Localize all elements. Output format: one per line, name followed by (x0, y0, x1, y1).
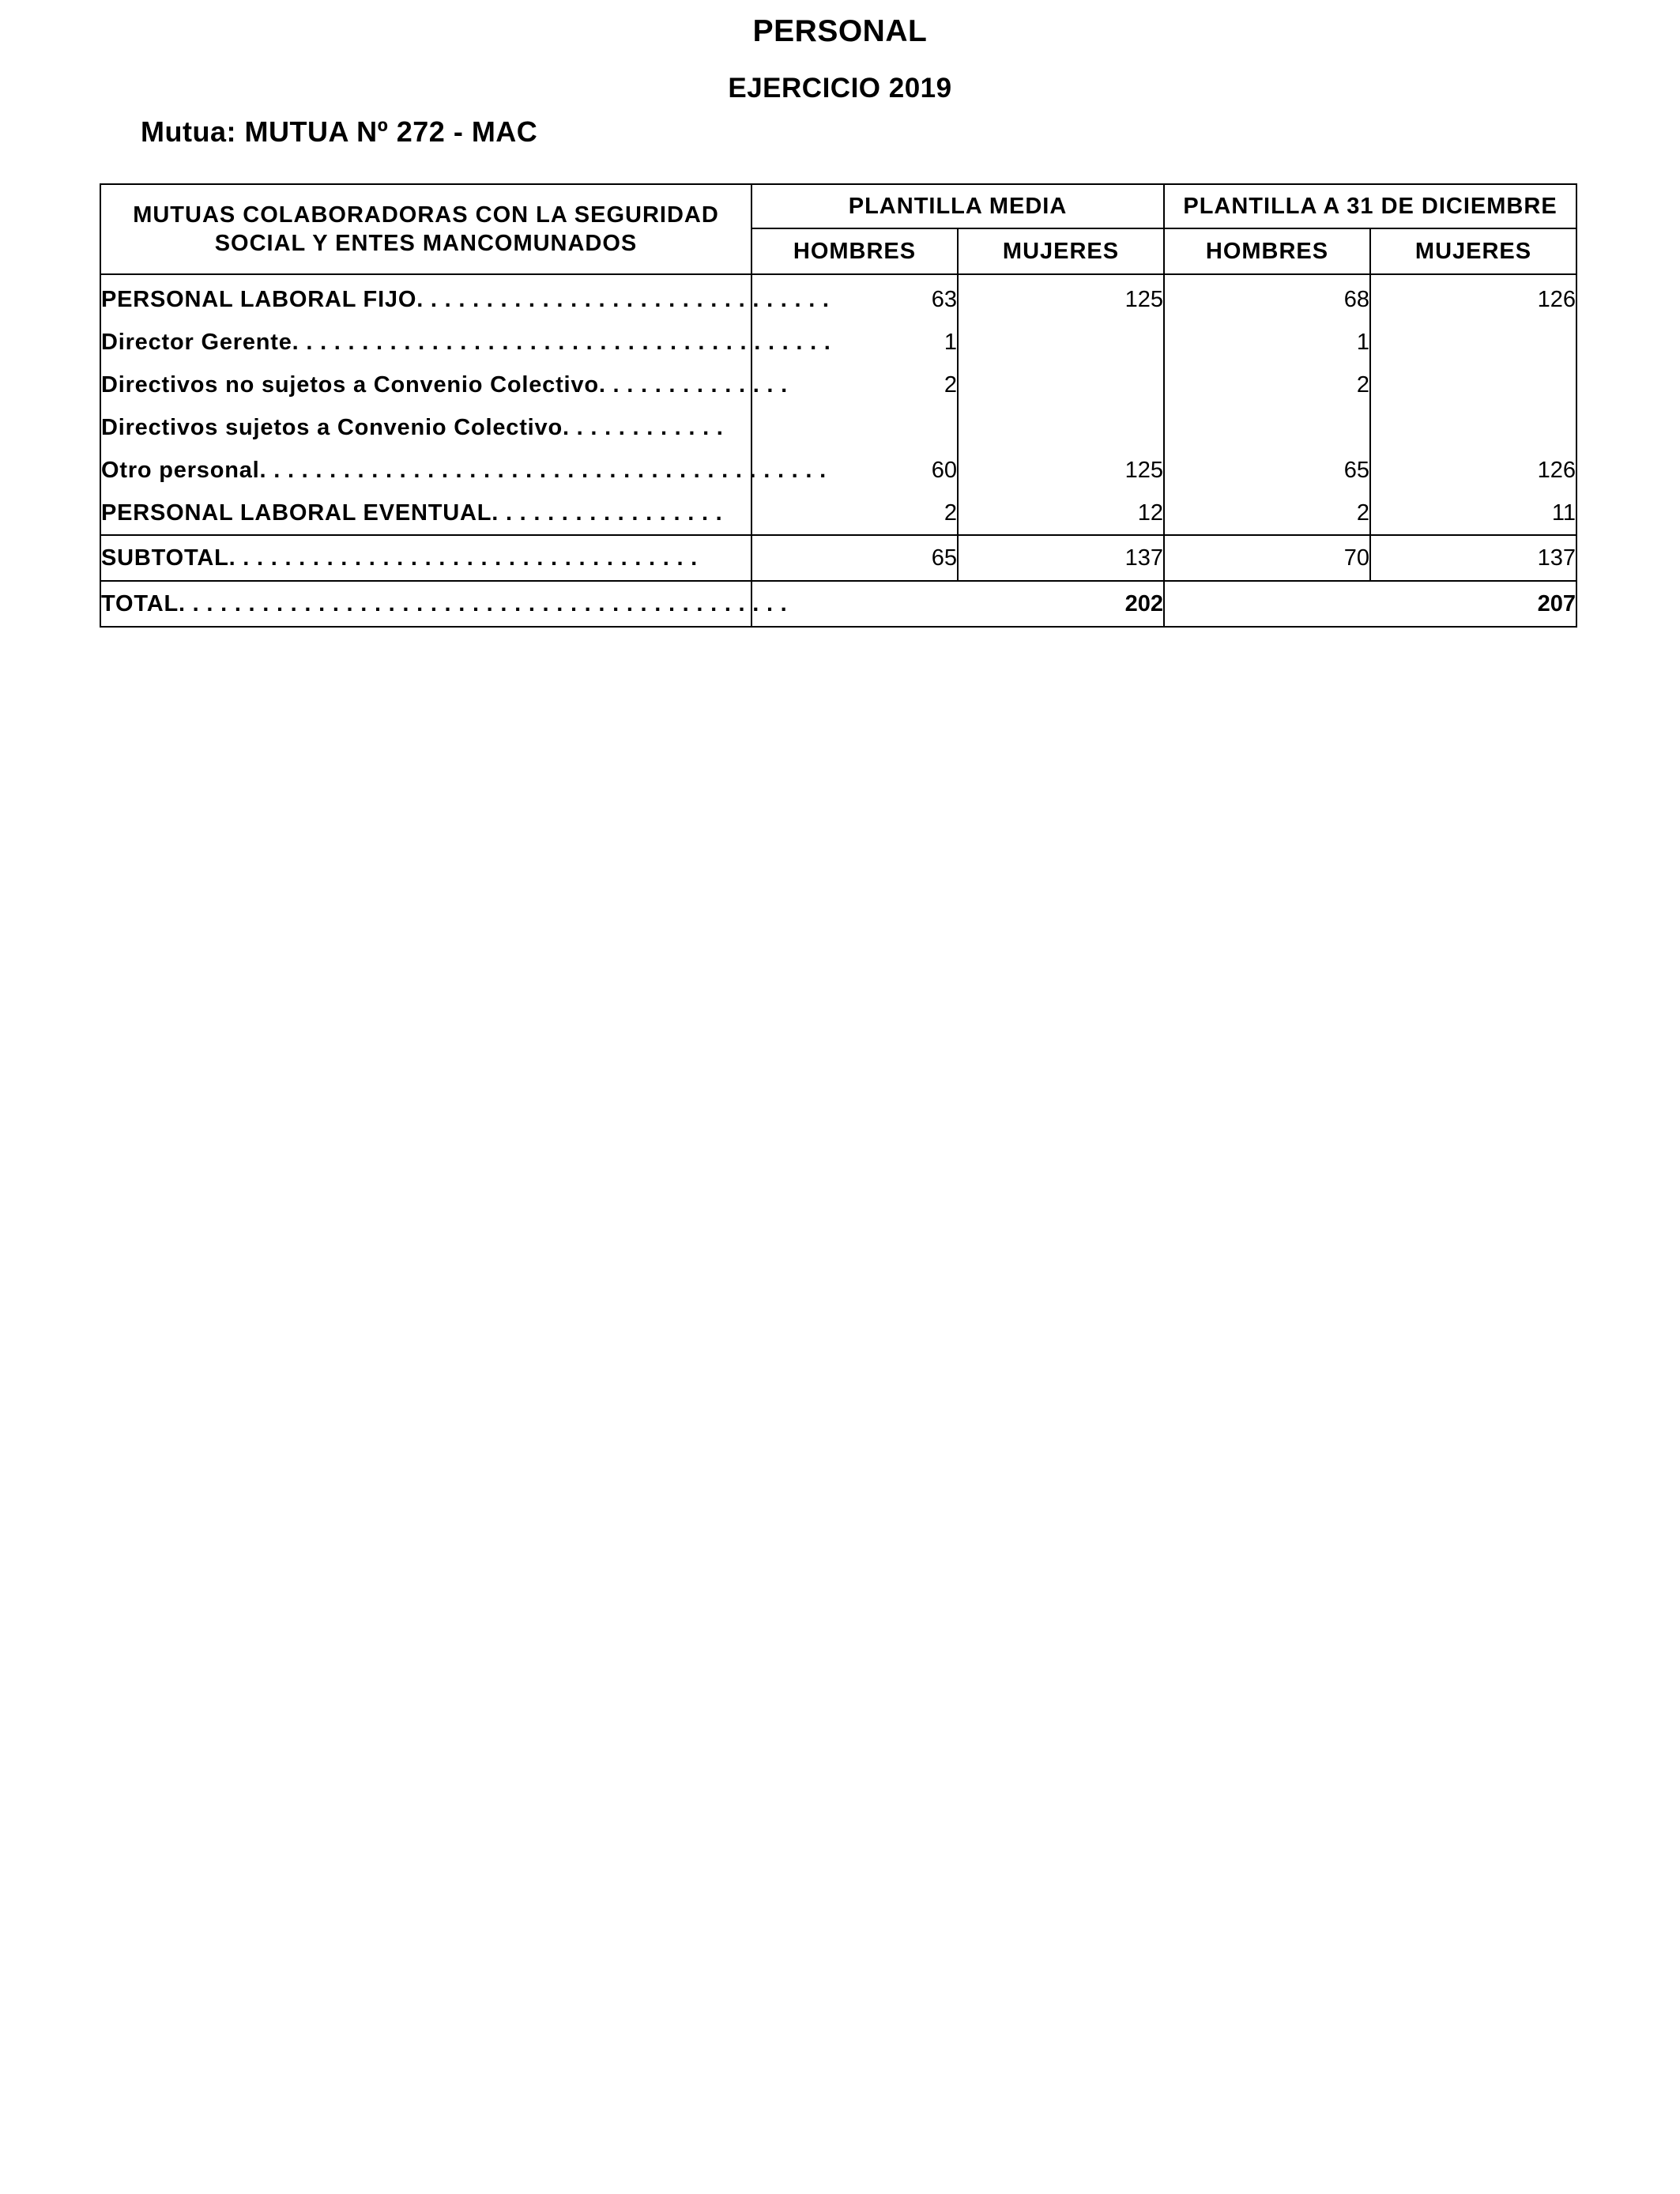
total-label: TOTAL. . . . . . . . . . . . . . . . . . . . . . . . . . . . . . . . . . . . . . . . . . . . (100, 581, 751, 627)
cell-media-hombres: 1 (751, 321, 958, 364)
total-row (100, 581, 1576, 627)
cell-diciembre-hombres: 1 (1164, 321, 1370, 364)
cell-diciembre-mujeres: 11 (1370, 492, 1576, 535)
row-label: Director Gerente. . . . . . . . . . . . . . . . . . . . . . . . . . . . . . . . . . . . . . . (100, 321, 751, 364)
row-label: PERSONAL LABORAL FIJO. . . . . . . . . . . . . . . . . . . . . . . . . . . . . . (100, 274, 751, 321)
cell-media-mujeres (958, 364, 1164, 406)
cell-media-hombres: 2 (751, 492, 958, 535)
subtotal-label: SUBTOTAL. . . . . . . . . . . . . . . . . . . . . . . . . . . . . . . . . . (100, 535, 751, 581)
table-row (100, 492, 1576, 535)
cell-media-hombres: 60 (751, 449, 958, 492)
table-row (100, 449, 1576, 492)
subheader-diciembre-mujeres: MUJERES (1370, 228, 1576, 274)
cell-media-mujeres (958, 321, 1164, 364)
cell-media-mujeres (958, 406, 1164, 449)
table-row (100, 406, 1576, 449)
cell-diciembre-mujeres (1370, 321, 1576, 364)
subtotal-row (100, 535, 1576, 581)
subtotal-diciembre-hombres: 70 (1164, 535, 1370, 581)
cell-diciembre-mujeres: 126 (1370, 449, 1576, 492)
cell-media-mujeres: 125 (958, 274, 1164, 321)
mutua-heading: Mutua: MUTUA Nº 272 - MAC (141, 115, 538, 148)
table-row (100, 274, 1576, 321)
cell-media-mujeres: 125 (958, 449, 1164, 492)
row-label: Directivos no sujetos a Convenio Colectivo. . . . . . . . . . . . . . (100, 364, 751, 406)
subtotal-diciembre-mujeres: 137 (1370, 535, 1576, 581)
cell-media-hombres (751, 406, 958, 449)
group-header-diciembre: PLANTILLA A 31 DE DICIEMBRE (1164, 184, 1576, 228)
row-label: Directivos sujetos a Convenio Colectivo. . . . . . . . . . . . (100, 406, 751, 449)
cell-diciembre-mujeres (1370, 406, 1576, 449)
table-row (100, 364, 1576, 406)
table-row (100, 321, 1576, 364)
group-header-media: PLANTILLA MEDIA (751, 184, 1164, 228)
cell-diciembre-hombres: 68 (1164, 274, 1370, 321)
cell-media-hombres: 2 (751, 364, 958, 406)
page-subtitle: EJERCICIO 2019 (728, 73, 952, 104)
cell-media-mujeres: 12 (958, 492, 1164, 535)
cell-diciembre-mujeres (1370, 364, 1576, 406)
corner-header-line2: SOCIAL Y ENTES MANCOMUNADOS (214, 231, 638, 256)
cell-diciembre-hombres: 2 (1164, 492, 1370, 535)
cell-diciembre-hombres (1164, 406, 1370, 449)
total-media: 202 (751, 581, 1164, 627)
table-corner-header (100, 184, 751, 274)
cell-diciembre-hombres: 65 (1164, 449, 1370, 492)
subtotal-media-hombres: 65 (751, 535, 958, 581)
subheader-media-mujeres: MUJERES (958, 228, 1164, 274)
cell-media-hombres: 63 (751, 274, 958, 321)
cell-diciembre-hombres: 2 (1164, 364, 1370, 406)
subheader-media-hombres: HOMBRES (751, 228, 958, 274)
corner-header-line1: MUTUAS COLABORADORAS CON LA SEGURIDAD (133, 202, 719, 228)
row-label: PERSONAL LABORAL EVENTUAL. . . . . . . . . . . . . . . . . (100, 492, 751, 535)
row-label: Otro personal. . . . . . . . . . . . . . . . . . . . . . . . . . . . . . . . . . . . . . . . . (100, 449, 751, 492)
page-title: PERSONAL (752, 14, 928, 48)
cell-diciembre-mujeres: 126 (1370, 274, 1576, 321)
personal-table (100, 183, 1577, 628)
subheader-diciembre-hombres: HOMBRES (1164, 228, 1370, 274)
subtotal-media-mujeres: 137 (958, 535, 1164, 581)
total-diciembre: 207 (1164, 581, 1576, 627)
